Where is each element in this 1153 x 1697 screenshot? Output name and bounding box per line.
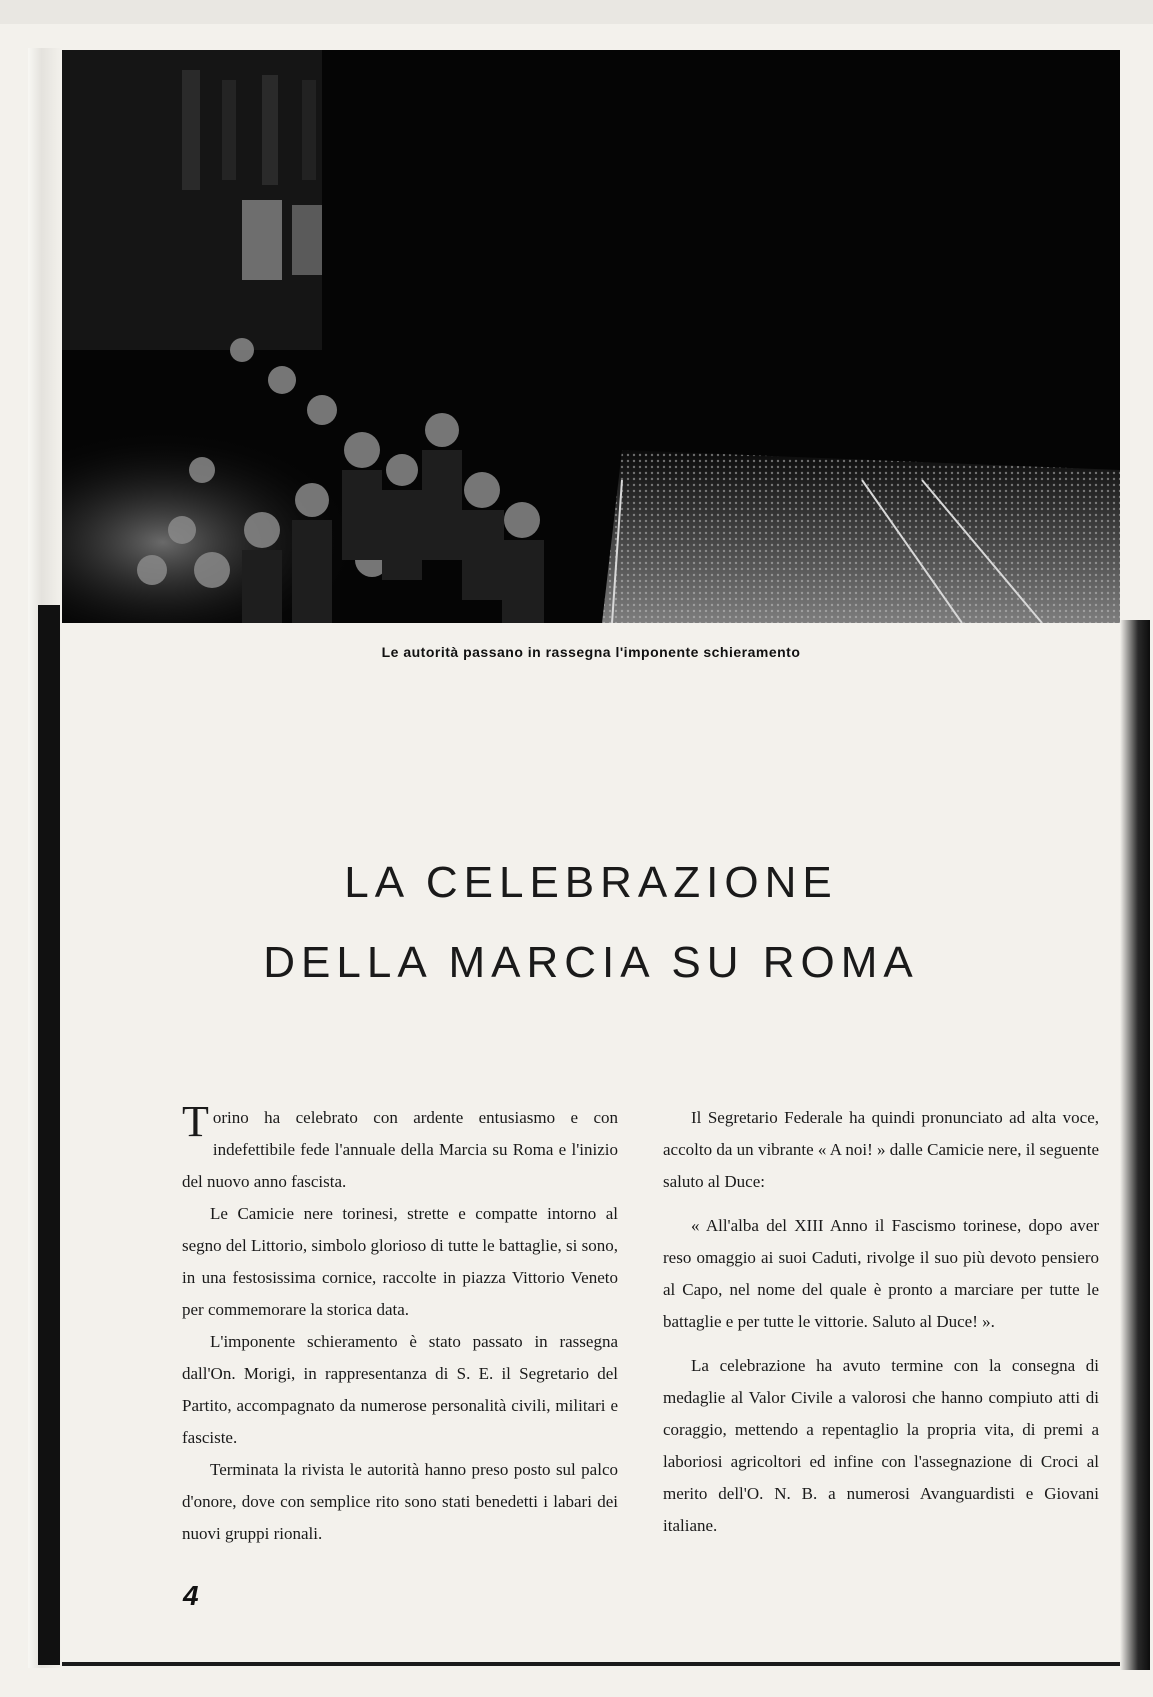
right-binding-edge — [1120, 620, 1150, 1670]
paragraph-4: Terminata la rivista le autorità hanno preso posto sul palco d'onore, dove con semplice rito sono stati benedetti i labari dei nuovi gruppi rionali. — [182, 1460, 618, 1543]
article-column-right — [663, 1102, 1099, 1542]
paragraph-5: Il Segretario Federale ha quindi pronunciato ad alta voce, accolto da un vibrante « A noi! » dalle Camicie nere, il seguente saluto al Duce: — [663, 1108, 1099, 1191]
paragraph-1 — [182, 1097, 618, 1198]
paragraph-2: Le Camicie nere torinesi, strette e compatte intorno al segno del Littorio, simbolo glorioso di tutte le battaglie, si sono, in una festosissima cornice, raccolte in piazza Vittorio Veneto per commemorare la storica data. — [182, 1204, 618, 1319]
bottom-edge-rule — [62, 1662, 1120, 1666]
scan-top-strip — [0, 0, 1153, 24]
left-binding-edge — [38, 605, 60, 1665]
headline-line-2: DELLA MARCIA SU ROMA — [263, 938, 919, 987]
paragraph-1-text: orino ha celebrato con ardente entusiasmo e con indefettibile fede l'annuale della Marcia su Roma e l'inizio del nuovo anno fascista. — [182, 1108, 618, 1191]
article-column-left — [182, 1097, 618, 1550]
headline-line-1: LA CELEBRAZIONE — [344, 858, 838, 907]
crowd-photograph — [62, 50, 1120, 623]
paragraph-7: La celebrazione ha avuto termine con la consegna di medaglie al Valor Civile a valorosi che hanno compiuto atti di coraggio, mettendo a repentaglio la propria vita, di premi a laboriosi agricoltori ed infine con l'assegnazione di Croci al merito dell'O. N. B. a numerosi Avanguardisti e Giovani italiane. — [663, 1356, 1099, 1535]
paragraph-3: L'imponente schieramento è stato passato in rassegna dall'On. Morigi, in rappresentanza di S. E. il Segretario del Partito, accompagnato da numerose personalità civili, militari e fasciste. — [182, 1332, 618, 1447]
drop-cap: T — [182, 1097, 209, 1146]
page-number: 4 — [183, 1580, 199, 1611]
photo-caption: Le autorità passano in rassegna l'imponente schieramento — [381, 644, 801, 660]
paragraph-6: « All'alba del XIII Anno il Fascismo torinese, dopo aver reso omaggio ai suoi Caduti, rivolge il suo più devoto pensiero al Capo, nel nome del quale è pronto a marciare per tutte le battaglie e per tutte le vittorie. Saluto al Duce! ». — [663, 1216, 1099, 1331]
